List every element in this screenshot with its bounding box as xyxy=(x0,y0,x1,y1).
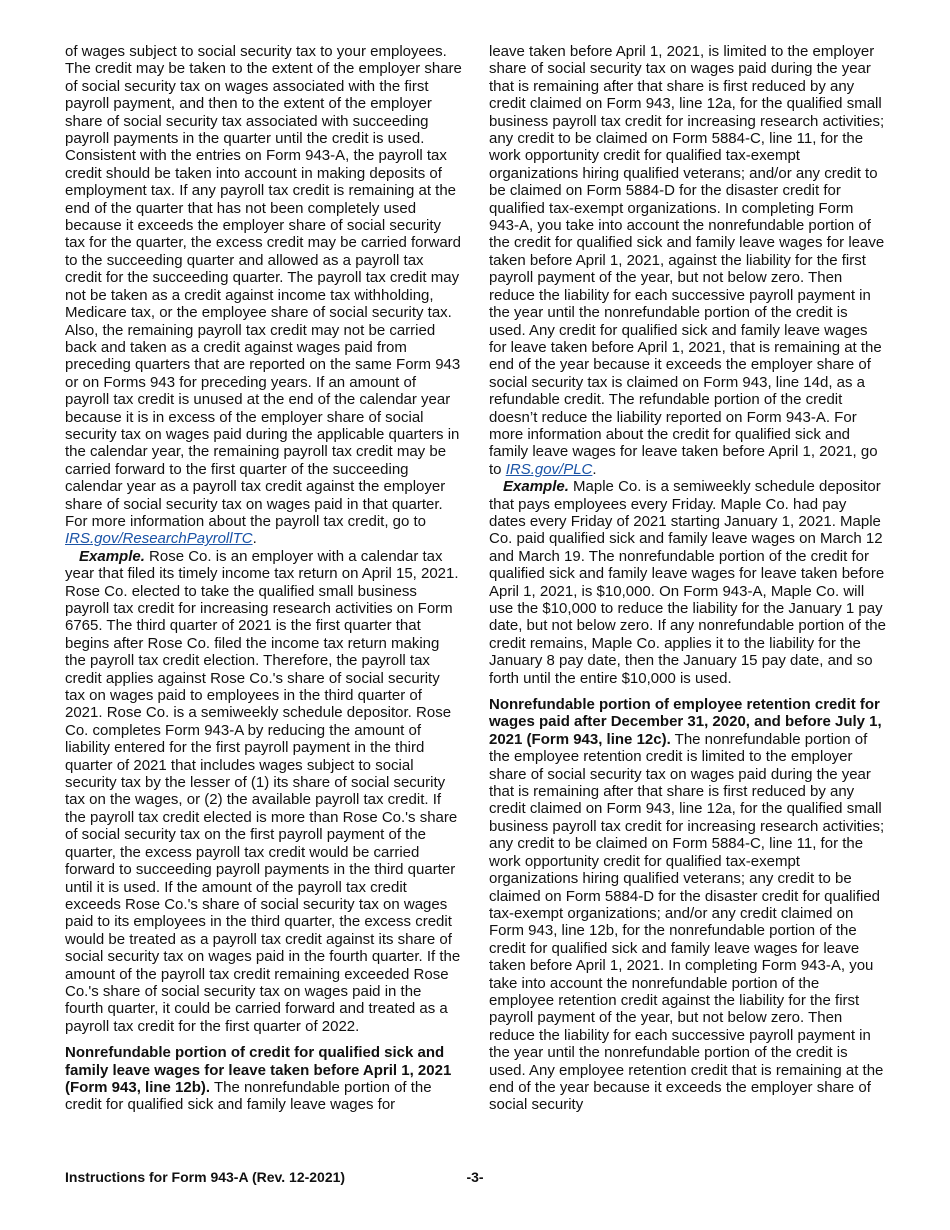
right-column xyxy=(489,43,886,1114)
research-payroll-tc-link[interactable]: IRS.gov/ResearchPayrollTC xyxy=(65,530,253,548)
payroll-tax-credit-paragraph xyxy=(65,43,462,548)
example-label: Example. xyxy=(503,478,569,496)
section-text: The nonrefundable portion of the credit for qualified sick and family leave wages for xyxy=(65,1078,432,1114)
example-text: Rose Co. is an employer with a calendar tax year that filed its timely income tax return on April 15, 2021. Rose Co. elected to take the qualified small business payroll tax credit for increasing research activities on Form 6765. The third quarter of 2021 is the first quarter that begins after Rose Co. filed the income tax return making the payroll tax credit election. Therefore, the payroll tax credit applies against Rose Co.'s share of social security tax on wages paid to employees in the third quarter of 2021. Rose Co. is a semiweekly schedule depositor. Rose Co. completes Form 943-A by reducing the amount of liability entered for the first payroll payment in the third quarter of 2021 that includes wages subject to social security tax by the lesser of (1) its share of social security tax on the wages, or (2) the available payroll tax credit. If the payroll tax credit elected is more than Rose Co.'s share of social security tax on the first payroll payment of the quarter, the excess payroll tax credit would be carried forward to succeeding payroll payments in the third quarter until it is used. If the amount of the payroll tax credit exceeds Rose Co.'s share of social security tax on wages paid to its employees in the third quarter, the excess credit would be treated as a payroll tax credit against its share of social security tax on wages paid in the fourth quarter. If the amount of the payroll tax credit remaining exceeded Rose Co.'s share of social security tax on wages paid in the fourth quarter, it could be carried forward and treated as a payroll tax credit for the first quarter of 2022. xyxy=(65,547,461,1035)
footer-form-title: Instructions for Form 943-A (Rev. 12-2021) xyxy=(65,1169,346,1185)
left-column xyxy=(65,43,462,1114)
paragraph-text: leave taken before April 1, 2021, is limited to the employer share of social security tax on wages paid during the year that is remaining after that share is first reduced by any credit claimed on Form 943, line 12a, for the qualified small business payroll tax credit for increasing research activities; any credit to be claimed on Form 5884-C, line 11, for the work opportunity credit for qualified tax-exempt organizations hiring qualified veterans; and/or any credit to be claimed on Form 5884-D for the disaster credit for qualified tax-exempt organizations. In completing Form 943-A, you take into account the nonrefundable portion of the credit for qualified sick and family leave wages for leave taken before April 1, 2021, against the liability for the first payroll payment of the year, but not below zero. Then reduce the liability for each successive payroll payment in the year until the nonrefundable portion of the credit is used. Any credit for qualified sick and family leave wages for leave taken before April 1, 2021, that is remaining at the end of the year because it exceeds the employer share of social security tax is claimed on Form 943, line 14d, as a refundable credit. The refundable portion of the credit doesn’t reduce the liability reported on Form 943-A. For more information about the credit for qualified sick and family leave wages for leave taken before April 1, 2021, go to xyxy=(489,43,885,478)
paragraph-end: . xyxy=(252,530,257,548)
sick-leave-credit-continued-paragraph xyxy=(489,43,886,478)
example-text: Maple Co. is a semiweekly schedule depositor that pays employees every Friday. Maple Co. had pay dates every Friday of 2021 starting January 1, 2021. Maple Co. paid qualified sick and family leave wages on March 12 and March 19. The nonrefundable portion of the credit for qualified sick and family leave wages for leave taken before April 1, 2021, is $10,000. On Form 943-A, Maple Co. will use the $10,000 to reduce the liability for the January 1 pay date, but not below zero. If any nonrefundable portion of the credit remains, Maple Co. applies it to the liability for the January 8 pay date, then the January 15 pay date, and so forth until the entire $10,000 is used. xyxy=(489,478,886,687)
irs-plc-link[interactable]: IRS.gov/PLC xyxy=(505,460,593,478)
section-text: The nonrefundable portion of the employee retention credit is limited to the employer share of social security tax on wages paid during the year that is remaining after that share is first reduced by any credit claimed on Form 943, line 12a, for the qualified small business payroll tax credit for increasing research activities; any credit to be claimed on Form 5884-C, line 11, for the work opportunity credit for qualified tax-exempt organizations hiring qualified veterans; any credit to be claimed on Form 5884-D for the disaster credit for qualified tax-exempt organizations; and/or any credit claimed on Form 943, line 12b, for the nonrefundable portion of the credit for qualified sick and family leave wages for leave taken before April 1, 2021. In completing Form 943-A, you take into account the nonrefundable portion of the employee retention credit against the liability for the first payroll payment of the year, but not below zero. Then reduce the liability for each successive payroll payment in the year until the nonrefundable portion of the credit is used. Any employee retention credit that is remaining at the end of the year because it exceeds the employer share of social security xyxy=(489,730,885,1114)
maple-co-example-paragraph xyxy=(489,478,886,687)
example-label: Example. xyxy=(79,547,145,565)
section-heading: Nonrefundable portion of employee retention credit for wages paid after December 31, 2020, and before July 1, 2021 (Form 943, line 12c). xyxy=(489,696,882,748)
employee-retention-credit-section xyxy=(489,696,886,1114)
rose-co-example-paragraph xyxy=(65,548,462,1035)
page-number: -3- xyxy=(466,1169,484,1185)
sick-leave-credit-section xyxy=(65,1044,462,1114)
paragraph-end: . xyxy=(592,460,597,478)
paragraph-text: of wages subject to social security tax to your employees. The credit may be taken to the extent of the employer share of social security tax on wages associated with the first payroll payment, and then to the extent of the employer share of social security tax associated with succeeding payroll payments in the quarter until the credit is used. Consistent with the entries on Form 943-A, the payroll tax credit should be taken into account in making deposits of employment tax. If any payroll tax credit is remaining at the end of the quarter that has not been completely used because it exceeds the employer share of social security tax for the quarter, the excess credit may be carried forward to the succeeding quarter and allowed as a payroll tax credit for the succeeding quarter. The payroll tax credit may not be taken as a credit against income tax withholding, Medicare tax, or the employee share of social security tax. Also, the remaining payroll tax credit may not be carried back and taken as a credit against wages paid from preceding quarters that are reported on the same Form 943 or on Forms 943 for preceding years. If an amount of payroll tax credit is unused at the end of the calendar year because it is in excess of the employer share of social security tax on wages paid during the applicable quarters in the calendar year, the remaining payroll tax credit may be carried forward to the first quarter of the succeeding calendar year as a payroll tax credit against the employer share of social security tax on wages paid in that quarter. For more information about the payroll tax credit, go to xyxy=(65,43,462,530)
section-heading: Nonrefundable portion of credit for qualified sick and family leave wages for leave taken before April 1, 2021 (Form 943, line 12b). xyxy=(65,1044,452,1096)
